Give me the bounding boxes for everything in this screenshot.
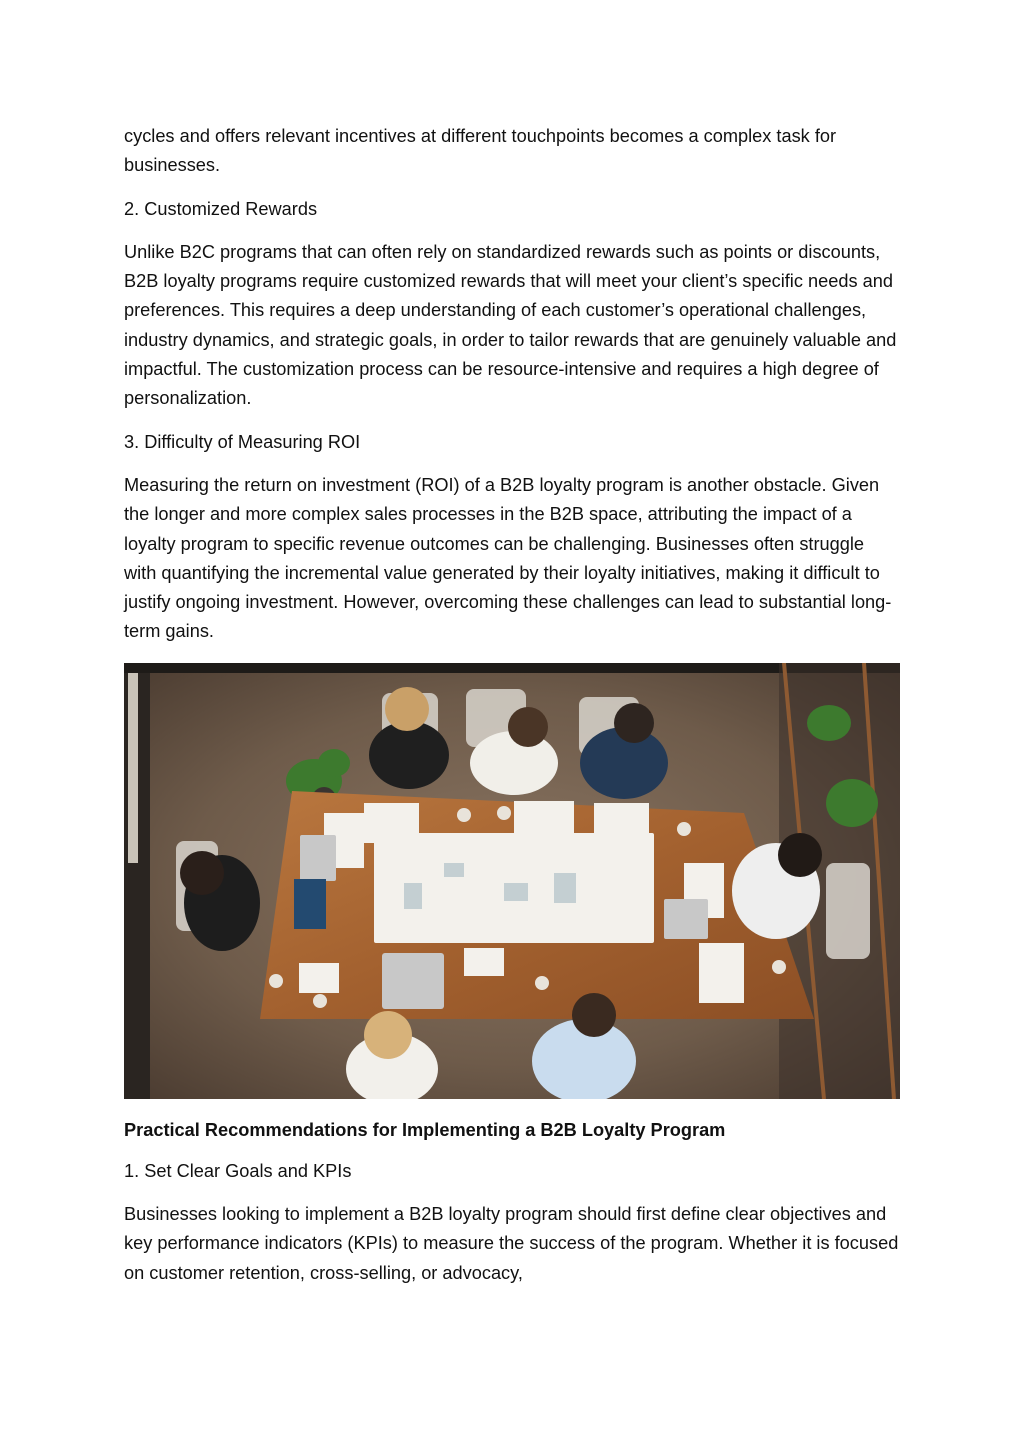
paragraph-customized-rewards: Unlike B2C programs that can often rely on standardized rewards such as points or discounts, B2B loyalty programs require customized rewards that will meet your client’s specific needs and preferences. This requires a deep understanding of each customer’s operational challenges, industry dynamics, and strategic goals, in order to tailor rewards that are genuinely valuable and impactful. The customization process can be resource-intensive and requires a high degree of personalization. [124, 241, 897, 409]
paragraph-measuring-roi: Measuring the return on investment (ROI) of a B2B loyalty program is another obstacle. Given the longer and more complex sales processes in the B2B space, attributing the impact of a loyalty program to specific revenue outcomes can be challenging. Businesses often struggle with quantifying the incremental value generated by their loyalty initiatives, making it difficult to justify ongoing investment. However, overcoming these challenges can lead to substantial long-term gains. [124, 474, 892, 642]
list-item-title-customized-rewards: 2. Customized Rewards [124, 198, 318, 219]
list-item-title-measuring-roi: 3. Difficulty of Measuring ROI [124, 431, 361, 452]
section-heading: Practical Recommendations for Implementing a B2B Loyalty Program [124, 1119, 726, 1140]
paragraph-set-clear-goals: Businesses looking to implement a B2B loyalty program should first define clear objectives and key performance indicators (KPIs) to measure the success of the program. Whether it is focused on customer retention, cross-selling, or advocacy, [124, 1204, 899, 1283]
list-item-title-set-clear-goals: 1. Set Clear Goals and KPIs [124, 1160, 352, 1181]
paragraph-continuation: cycles and offers relevant incentives at different touchpoints becomes a complex task for businesses. [124, 126, 837, 176]
meeting-photo [124, 663, 900, 1099]
document-body [124, 122, 900, 1288]
